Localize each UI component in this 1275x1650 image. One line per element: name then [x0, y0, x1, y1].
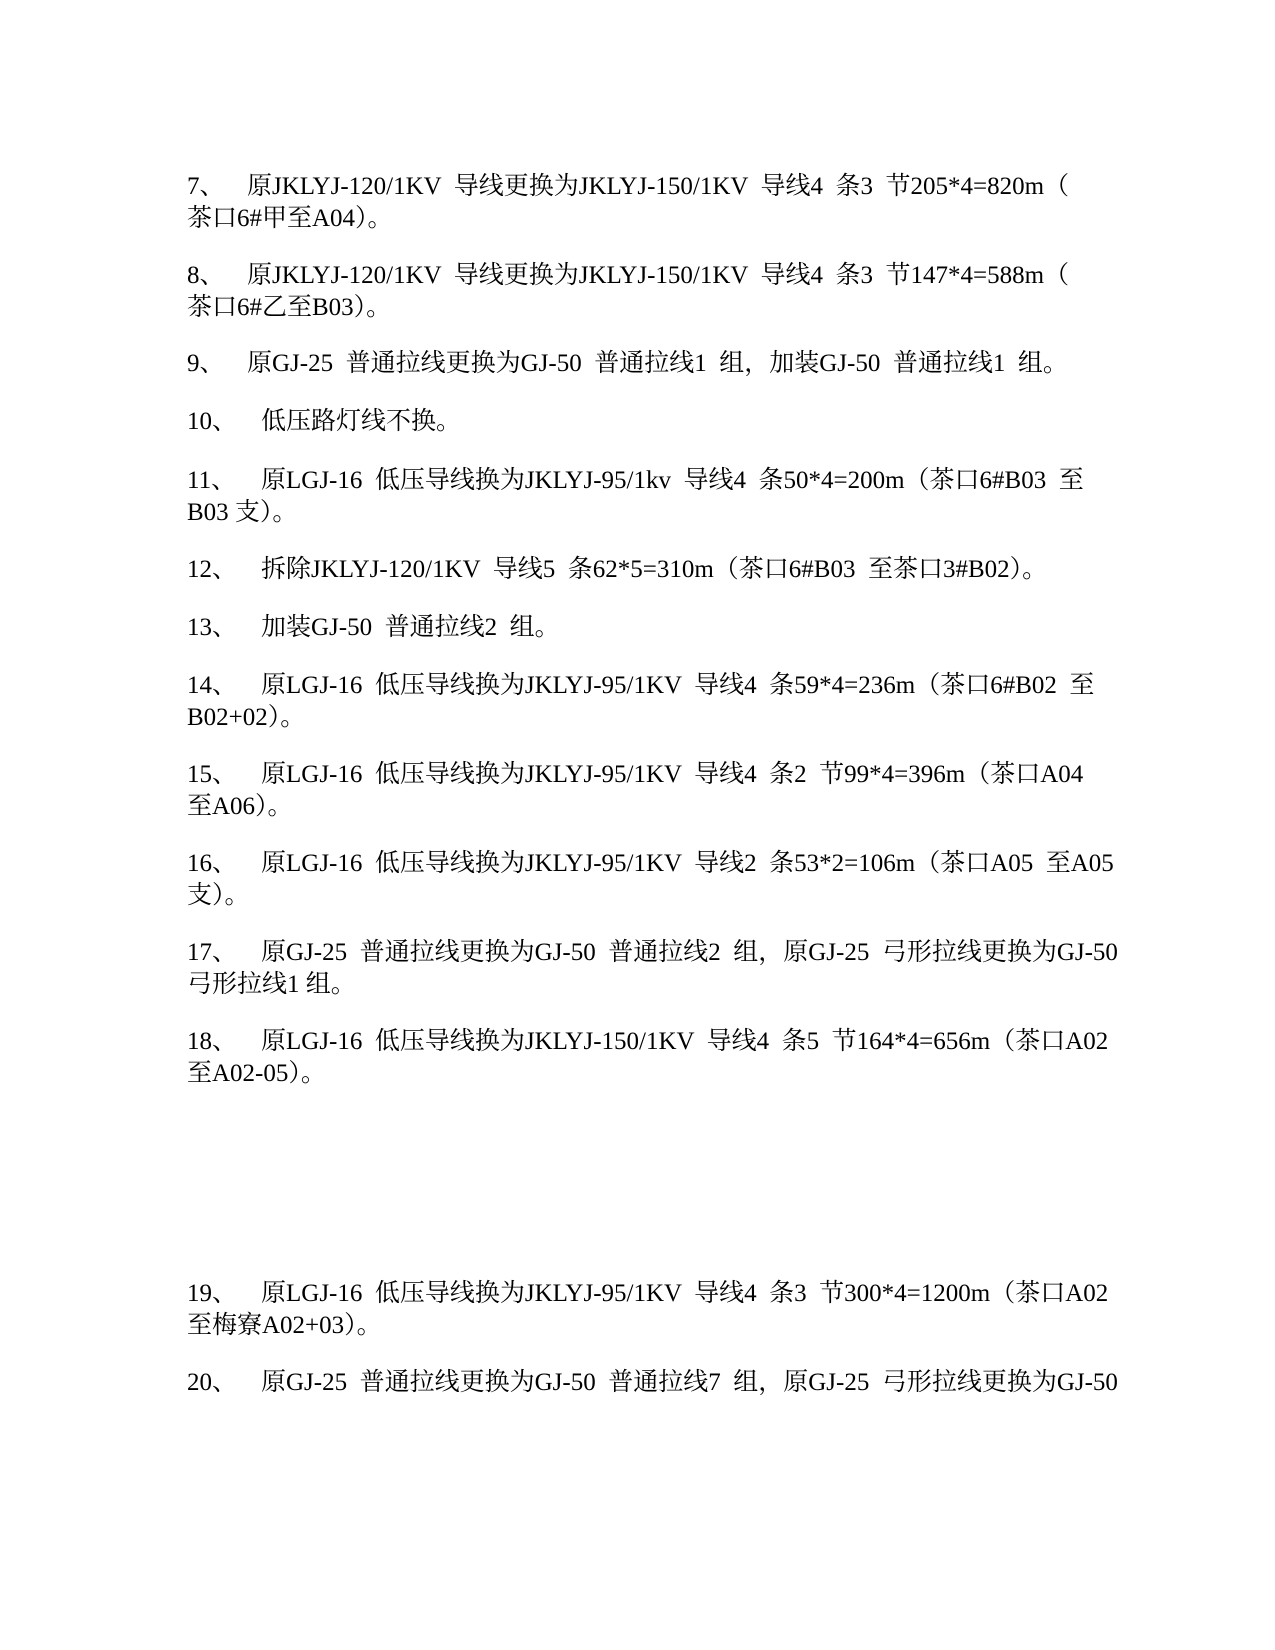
item-text-line2: 至A06）。 [187, 793, 293, 820]
item-number: 16、 [187, 850, 238, 877]
item-text-line1: 原LGJ-16 低压导线换为JKLYJ-95/1kv 导线4 条50*4=200m（茶口6#B03 至 [261, 467, 1084, 494]
item-number: 15、 [187, 761, 238, 788]
item-number: 7、 [187, 173, 225, 200]
list-item-10 [187, 406, 1115, 438]
list-item-18 [187, 1026, 1115, 1090]
list-item-13 [187, 612, 1115, 644]
list-item-7 [187, 171, 1115, 235]
list-item-8 [187, 260, 1115, 324]
item-text-line2: B03 支）。 [187, 499, 298, 526]
item-text-line1: 原JKLYJ-120/1KV 导线更换为JKLYJ-150/1KV 导线4 条3 节205*4=820m（ [247, 173, 1070, 200]
list-item-11 [187, 465, 1115, 529]
item-text-line2: 茶口6#乙至B03）。 [187, 294, 392, 321]
item-number: 18、 [187, 1028, 238, 1055]
item-text-line1: 原JKLYJ-120/1KV 导线更换为JKLYJ-150/1KV 导线4 条3 节147*4=588m（ [247, 262, 1070, 289]
item-number: 11、 [187, 467, 237, 494]
item-text-line1: 原GJ-25 普通拉线更换为GJ-50 普通拉线1 组，加装GJ-50 普通拉线1 组。 [247, 350, 1068, 377]
item-text-line1: 原LGJ-16 低压导线换为JKLYJ-95/1KV 导线4 条59*4=236m（茶口6#B02 至 [261, 672, 1095, 699]
item-text-line1: 加装GJ-50 普通拉线2 组。 [261, 614, 560, 641]
item-text-line1: 原GJ-25 普通拉线更换为GJ-50 普通拉线7 组，原GJ-25 弓形拉线更换为GJ-50 [261, 1369, 1118, 1396]
list-item-19 [187, 1278, 1115, 1342]
item-text-line2: 支）。 [187, 882, 250, 909]
item-number: 13、 [187, 614, 238, 641]
item-number: 19、 [187, 1280, 238, 1307]
item-number: 17、 [187, 939, 238, 966]
item-number: 8、 [187, 262, 225, 289]
item-text-line2: 至梅寮A02+03）。 [187, 1312, 382, 1339]
item-number: 9、 [187, 350, 225, 377]
list-item-9 [187, 348, 1115, 380]
item-text-line1: 原LGJ-16 低压导线换为JKLYJ-95/1KV 导线2 条53*2=106m（茶口A05 至A05 [261, 850, 1114, 877]
item-text-line1: 原LGJ-16 低压导线换为JKLYJ-150/1KV 导线4 条5 节164*4=656m（茶口A02 [261, 1028, 1109, 1055]
list-item-12 [187, 554, 1115, 586]
item-number: 10、 [187, 408, 238, 435]
item-text-line1: 原LGJ-16 低压导线换为JKLYJ-95/1KV 导线4 条3 节300*4=1200m（茶口A02 [261, 1280, 1109, 1307]
item-text-line2: 茶口6#甲至A04）。 [187, 205, 393, 232]
list-item-20 [187, 1367, 1118, 1399]
item-text-line2: 至A02-05）。 [187, 1060, 326, 1087]
item-text-line2: B02+02）。 [187, 704, 306, 731]
item-text-line1: 低压路灯线不换。 [261, 408, 462, 435]
item-text-line2: 弓形拉线1 组。 [187, 971, 356, 998]
item-number: 14、 [187, 672, 238, 699]
item-number: 12、 [187, 556, 238, 583]
item-text-line1: 原LGJ-16 低压导线换为JKLYJ-95/1KV 导线4 条2 节99*4=396m（茶口A04 [261, 761, 1084, 788]
list-item-16 [187, 848, 1115, 912]
item-text-line1: 拆除JKLYJ-120/1KV 导线5 条62*5=310m（茶口6#B03 至茶口3#B02）。 [261, 556, 1048, 583]
item-text-line1: 原GJ-25 普通拉线更换为GJ-50 普通拉线2 组，原GJ-25 弓形拉线更换为GJ-50 [261, 939, 1118, 966]
item-number: 20、 [187, 1369, 238, 1396]
list-item-15 [187, 759, 1115, 823]
list-item-14 [187, 670, 1115, 734]
list-item-17 [187, 937, 1118, 1001]
